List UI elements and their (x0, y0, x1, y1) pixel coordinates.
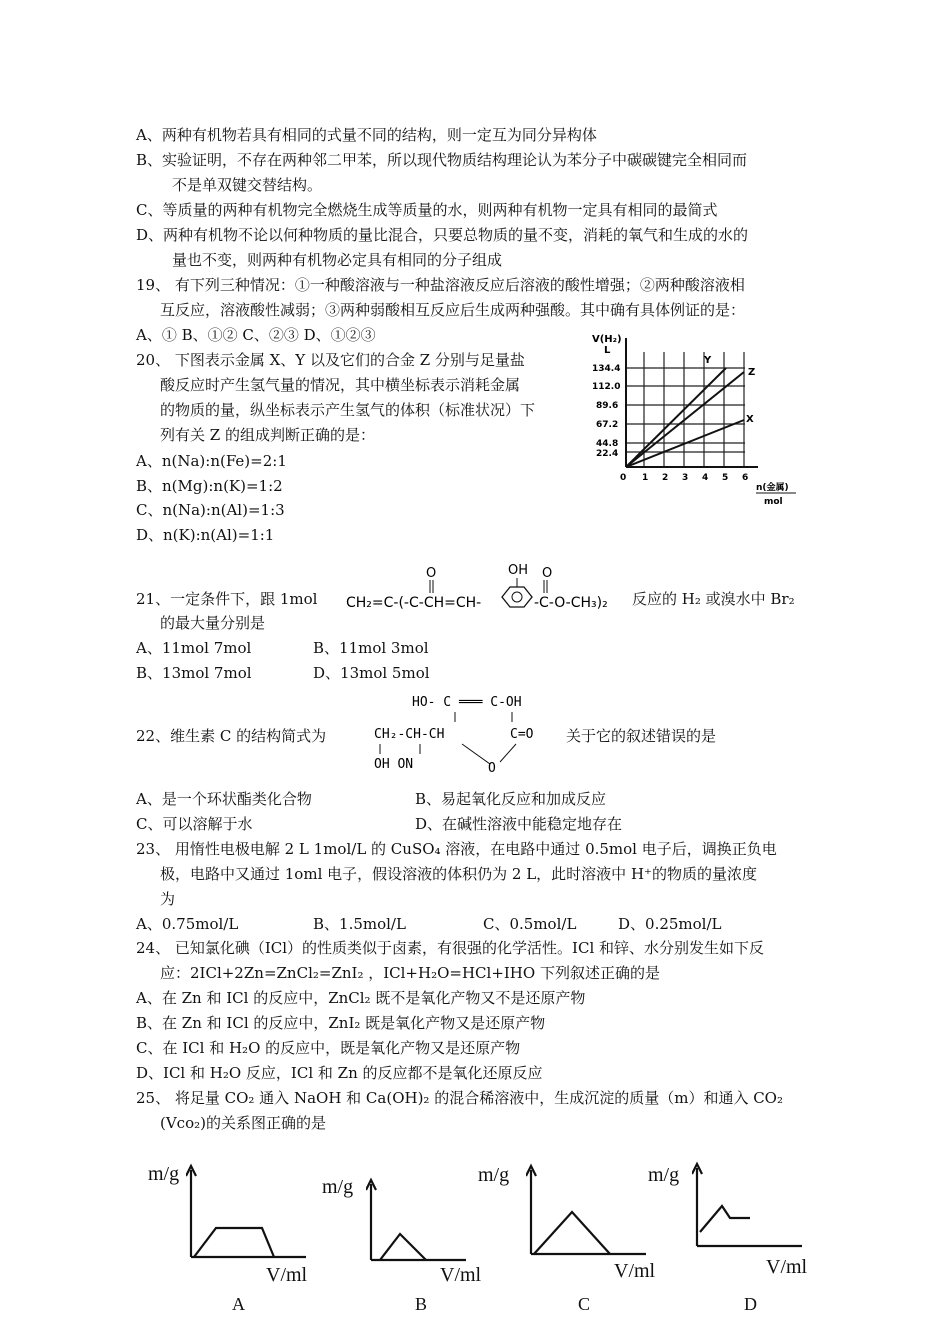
chart-ylabel: V(H₂) (592, 334, 622, 345)
chart-ytick: 22.4 (596, 449, 619, 459)
q22-option-a: A、是一个环状酯类化合物 (136, 790, 312, 808)
graph-c-xlabel: V/ml (614, 1260, 656, 1282)
graph-c-ylabel: m/g (478, 1164, 510, 1186)
vc-top-row: HO- C ═══ C-OH (412, 695, 522, 710)
q23-stem-cont-1: 极，电路中又通过 1oml 电子，假设溶液的体积仍为 2 L，此时溶液中 H⁺的物质的量浓度 (160, 865, 757, 883)
q21-option-b: B、11mol 3mol (313, 639, 429, 657)
q20-stem: 20、 下图表示金属 X、Y 以及它们的合金 Z 分别与足量盐 (136, 351, 525, 369)
chart-xtick: 1 (642, 473, 649, 483)
formula-carbonyl-o: O (426, 566, 437, 581)
q19-stem-cont: 互反应，溶液酸性减弱；③两种弱酸相互反应后生成两种强酸。其中确有具体例证的是： (160, 301, 746, 319)
chart-ytick: 44.8 (596, 439, 619, 449)
vc-middle-right: C=O (510, 727, 534, 742)
q22-option-c: C、可以溶解于水 (136, 815, 253, 833)
q24-option-b: B、在 Zn 和 ICl 的反应中，ZnI₂ 既是氧化产物又是还原产物 (136, 1014, 546, 1032)
graph-d-xlabel: V/ml (766, 1256, 808, 1278)
q20-option-d: D、n(K):n(Al)=1:1 (136, 526, 275, 544)
q20-option-a: A、n(Na):n(Fe)=2:1 (136, 452, 287, 470)
vc-middle-left: CH₂-CH-CH (374, 727, 445, 742)
graph-c-curve (534, 1212, 610, 1254)
q25-stem: 25、 将足量 CO₂ 通入 NaOH 和 Ca(OH)₂ 的混合稀溶液中，生成沉淀的质量（m）和通入 CO₂ (136, 1089, 783, 1107)
graph-d-ylabel: m/g (648, 1164, 680, 1186)
chart-xlabel: n(金属) (756, 483, 789, 493)
q20-option-b: B、n(Mg):n(K)=1:2 (136, 477, 283, 495)
benzene-ring-icon (502, 587, 532, 607)
q20-stem-cont-2: 的物质的量，纵坐标表示产生氢气的体积（标准状况）下 (160, 401, 536, 419)
q21-stem-cont: 的最大量分别是 (160, 614, 266, 632)
graph-a-curve (194, 1228, 274, 1257)
chart-ytick: 67.2 (596, 420, 619, 430)
chart-xtick: 3 (682, 473, 689, 483)
formula-tail: -C-O-CH₃)₂ (534, 595, 608, 611)
q22-vitamin-c-structure (370, 688, 558, 776)
q22-option-b: B、易起氧化反应和加成反应 (415, 790, 607, 808)
q18-option-a: A、两种有机物若具有相同的式量不同的结构，则一定互为同分异构体 (136, 126, 597, 144)
graph-d (692, 1160, 804, 1250)
q21-stem-right: 反应的 H₂ 或溴水中 Br₂ (632, 590, 795, 608)
q25-stem-cont: (Vco₂)的关系图正确的是 (160, 1114, 326, 1132)
chart-xtick: 5 (722, 473, 729, 483)
formula-main: CH₂=C-(-C-CH=CH- (346, 595, 482, 611)
graph-d-curve (700, 1206, 750, 1232)
q23-option-a: A、0.75mol/L (136, 915, 239, 933)
q19-options: A、① B、①② C、②③ D、①②③ (136, 326, 376, 344)
q18-option-d-cont: 量也不变，则两种有机物必定具有相同的分子组成 (172, 251, 503, 269)
graph-b-curve (380, 1234, 426, 1260)
q24-option-c: C、在 ICl 和 H₂O 的反应中，既是氧化产物又是还原产物 (136, 1039, 521, 1057)
q20-hydrogen-chart (590, 330, 810, 508)
graph-b-ylabel: m/g (322, 1176, 354, 1198)
q22-stem-right: 关于它的叙述错误的是 (566, 727, 717, 745)
graph-a (186, 1162, 308, 1262)
q23-option-b: B、1.5mol/L (313, 915, 406, 933)
chart-ytick: 112.0 (592, 382, 621, 392)
q24-stem-cont: 应：2ICl+2Zn=ZnCl₂=ZnI₂ ，ICl+H₂O=HCl+IHO 下列叙述正确的是 (160, 964, 660, 982)
q23-option-d: D、0.25mol/L (618, 915, 722, 933)
vc-bottom-row: OH ON (374, 757, 414, 772)
q21-option-a: A、11mol 7mol (136, 639, 252, 657)
chart-xtick: 4 (702, 473, 709, 483)
graph-a-letter: A (232, 1294, 245, 1314)
q20-stem-cont-3: 列有关 Z 的组成判断正确的是： (160, 426, 375, 444)
graph-c (526, 1162, 648, 1258)
series-z-label: Z (748, 367, 756, 378)
graph-b (366, 1176, 470, 1264)
chart-xunit: mol (764, 497, 783, 507)
q18-option-b-cont: 不是单双键交替结构。 (172, 176, 323, 194)
vc-ring-oxygen: O (488, 761, 496, 776)
graph-d-letter: D (744, 1294, 757, 1314)
series-y-label: Y (704, 355, 712, 366)
q24-option-d: D、ICl 和 H₂O 反应，ICl 和 Zn 的反应都不是氧化还原反应 (136, 1064, 543, 1082)
q21-structural-formula (342, 560, 624, 618)
graph-b-xlabel: V/ml (440, 1264, 482, 1286)
q19-stem: 19、 有下列三种情况：①一种酸溶液与一种盐溶液反应后溶液的酸性增强；②两种酸溶液相 (136, 276, 745, 294)
q21-stem: 21、一定条件下，跟 1mol (136, 590, 318, 608)
chart-ytick: 134.4 (592, 364, 621, 374)
chart-xtick: 6 (742, 473, 749, 483)
q20-option-c: C、n(Na):n(Al)=1:3 (136, 501, 285, 519)
formula-hydroxyl: OH (508, 563, 529, 578)
q23-stem-cont-2: 为 (160, 890, 176, 908)
q22-option-d: D、在碱性溶液中能稳定地存在 (415, 815, 623, 833)
graph-c-letter: C (578, 1294, 591, 1314)
series-x-label: X (746, 414, 754, 425)
chart-xtick: 2 (662, 473, 669, 483)
formula-ester-o: O (542, 566, 553, 581)
chart-xtick: 0 (620, 473, 627, 483)
q22-stem: 22、维生素 C 的结构简式为 (136, 727, 327, 745)
q23-stem: 23、 用惰性电极电解 2 L 1mol/L 的 CuSO₄ 溶液，在电路中通过 0.5mol 电子后，调换正负电 (136, 840, 777, 858)
graph-a-ylabel: m/g (148, 1163, 180, 1185)
q20-stem-cont-1: 酸反应时产生氢气量的情况，其中横坐标表示消耗金属 (160, 376, 521, 394)
q21-option-c: B、13mol 7mol (136, 664, 252, 682)
graph-a-xlabel: V/ml (266, 1264, 308, 1286)
q21-option-d: D、13mol 5mol (313, 664, 430, 682)
chart-ytick: 89.6 (596, 401, 619, 411)
q24-stem: 24、 已知氯化碘（ICl）的性质类似于卤素，有很强的化学活性。ICl 和锌、水分别发生如下反 (136, 939, 765, 957)
q23-option-c: C、0.5mol/L (483, 915, 577, 933)
q18-option-c: C、等质量的两种有机物完全燃烧生成等质量的水，则两种有机物一定具有相同的最简式 (136, 201, 718, 219)
graph-b-letter: B (415, 1294, 428, 1314)
q18-option-b: B、实验证明，不存在两种邻二甲苯，所以现代物质结构理论认为苯分子中碳碳键完全相同而 (136, 151, 748, 169)
q24-option-a: A、在 Zn 和 ICl 的反应中，ZnCl₂ 既不是氧化产物又不是还原产物 (136, 989, 586, 1007)
chart-yunit: L (604, 345, 611, 356)
q18-option-d: D、两种有机物不论以何种物质的量比混合，只要总物质的量不变，消耗的氧气和生成的水的 (136, 226, 749, 244)
